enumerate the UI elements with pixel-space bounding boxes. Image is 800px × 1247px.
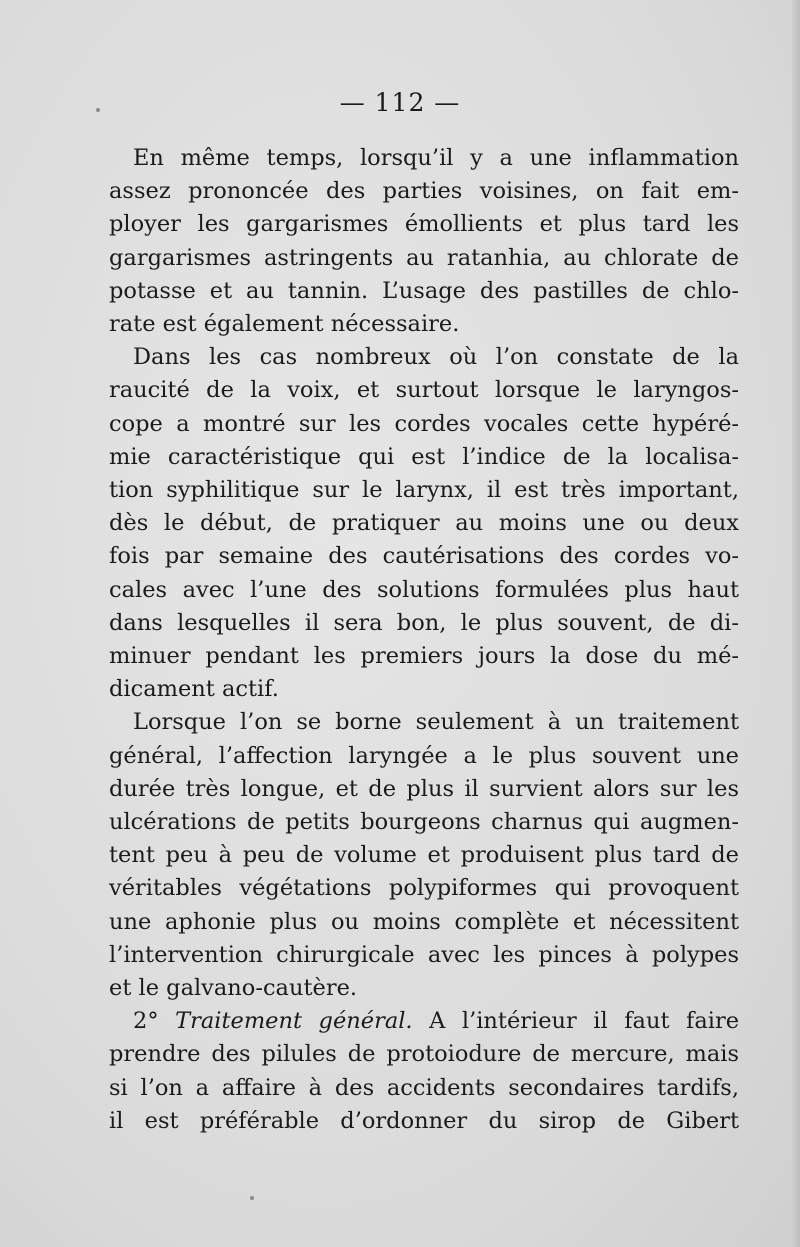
text-line: En même temps, lorsqu’il y a une inflammation xyxy=(133,145,739,171)
text-line-rest: A l’intérieur il faut faire xyxy=(429,1008,740,1035)
paragraph-1 xyxy=(109,142,739,341)
paragraph-3 xyxy=(109,706,739,1005)
text-line: potasse et au tannin. L’usage des pastilles de chlo- xyxy=(109,277,739,304)
text-line: tion syphilitique sur le larynx, il est très important, xyxy=(109,477,739,504)
body-text xyxy=(109,142,739,1138)
speck xyxy=(250,1196,254,1200)
text-line: Lorsque l’on se borne seulement à un traitement xyxy=(133,709,739,736)
text-line: raucité de la voix, et surtout lorsque le laryngos- xyxy=(109,377,739,404)
text-line: dicament actif. xyxy=(109,676,279,703)
text-line: il est préférable d’ordonner du sirop de Gibert xyxy=(109,1107,739,1134)
text-line: cope a montré sur les cordes vocales cette hypéré- xyxy=(109,410,739,437)
text-line: si l’on a affaire à des accidents secondaires tardifs, xyxy=(109,1074,739,1101)
text-line: prendre des pilules de protoiodure de mercure, mais xyxy=(109,1041,739,1068)
text-line: et le galvano-cautère. xyxy=(109,975,358,1002)
text-line: gargarismes astringents au ratanhia, au chlorate de xyxy=(109,244,739,271)
text-line: rate est également nécessaire. xyxy=(109,311,460,338)
page-edge xyxy=(792,0,800,1247)
text-line: mie caractéristique qui est l’indice de la localisa- xyxy=(109,443,739,470)
text-line: ployer les gargarismes émollients et plus tard les xyxy=(109,211,739,238)
text-line: fois par semaine des cautérisations des cordes vo- xyxy=(109,543,739,570)
text-line: assez prononcée des parties voisines, on fait em- xyxy=(109,178,739,205)
section-number: 2° xyxy=(133,1008,159,1035)
text-line: véritables végétations polypiformes qui provoquent xyxy=(109,875,739,902)
section-title: Traitement général. xyxy=(175,1008,413,1035)
text-line: durée très longue, et de plus il survient alors sur les xyxy=(109,775,739,802)
paragraph-4 xyxy=(109,1005,739,1138)
text-line: l’intervention chirurgicale avec les pinces à polypes xyxy=(109,941,739,968)
text-line: tent peu à peu de volume et produisent plus tard de xyxy=(109,842,739,869)
text-line: minuer pendant les premiers jours la dose du mé- xyxy=(109,643,739,670)
text-line: Dans les cas nombreux où l’on constate de la xyxy=(133,344,739,371)
text-line: cales avec l’une des solutions formulées plus haut xyxy=(109,576,739,603)
paragraph-2 xyxy=(109,341,739,706)
text-line: général, l’affection laryngée a le plus souvent une xyxy=(109,742,739,769)
text-line: ulcérations de petits bourgeons charnus qui augmen- xyxy=(109,809,739,836)
text-line: dans lesquelles il sera bon, le plus souvent, de di- xyxy=(109,609,739,636)
text-line: une aphonie plus ou moins complète et nécessitent xyxy=(109,908,739,935)
page-number: — 112 — xyxy=(339,88,461,117)
text-line: dès le début, de pratiquer au moins une ou deux xyxy=(109,510,739,537)
section-heading-line xyxy=(109,1005,739,1038)
